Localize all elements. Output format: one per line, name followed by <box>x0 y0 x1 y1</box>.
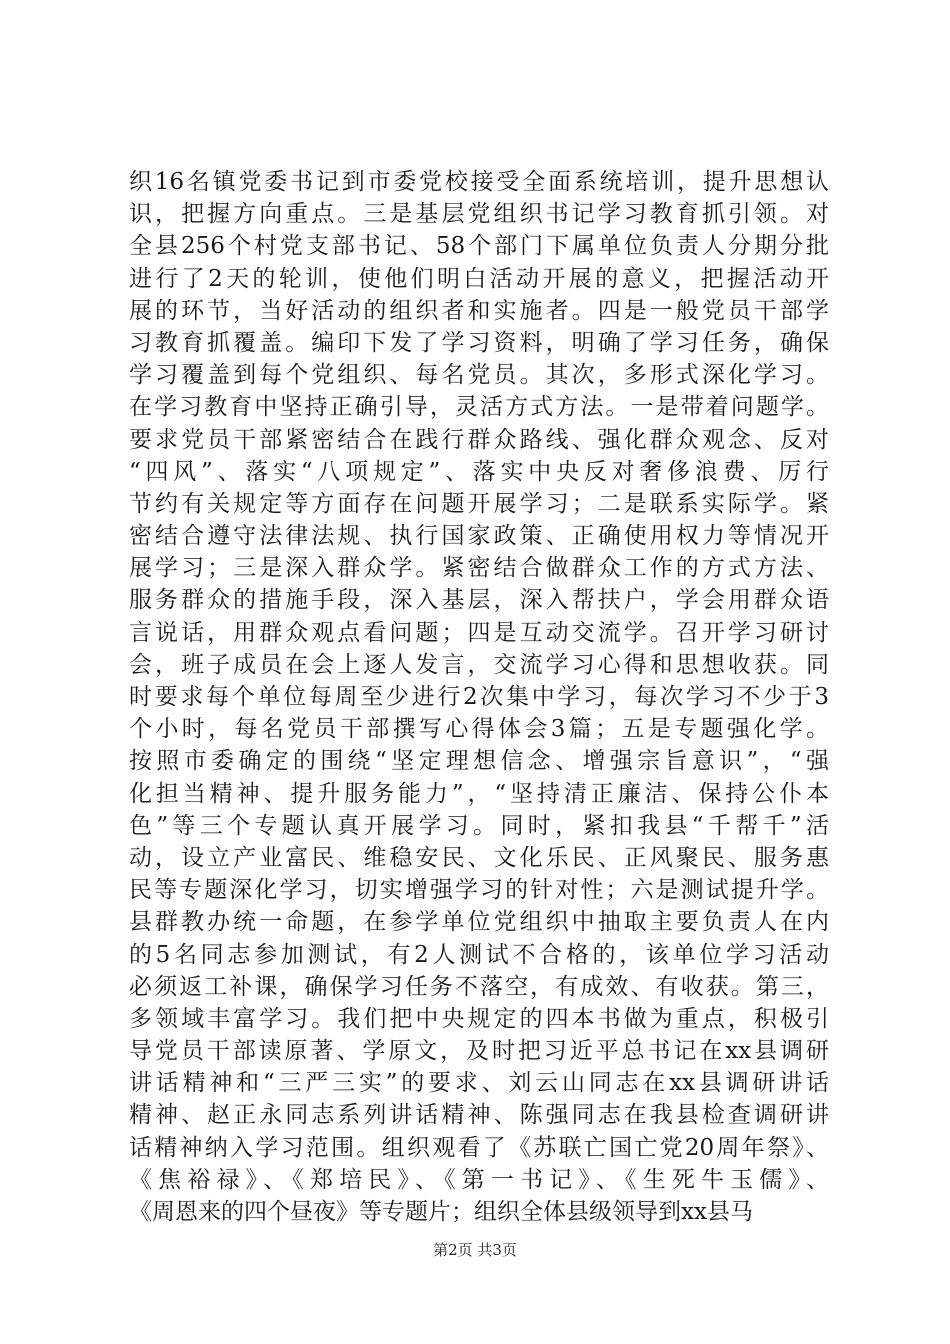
text-line: 识，把握方向重点。三是基层党组织书记学习教育抓引领。对 <box>129 201 829 228</box>
text-line: 多领域丰富学习。我们把中央规定的四本书做为重点，积极引 <box>129 1005 829 1032</box>
text-line: 时要求每个单位每周至少进行2次集中学习，每次学习不少于3 <box>129 684 829 710</box>
text-line: 密结合遵守法律法规、执行国家政策、正确使用权力等情况开 <box>129 523 829 550</box>
text-line: 话精神纳入学习范围。组织观看了《苏联亡国亡党20周年祭》、 <box>129 1134 829 1161</box>
body-text <box>129 166 829 1228</box>
text-line: 色”等三个专题认真开展学习。同时，紧扣我县“千帮千”活 <box>129 812 829 839</box>
text-line: 在学习教育中坚持正确引导，灵活方式方法。一是带着问题学。 <box>129 394 829 421</box>
text-line: 习教育抓覆盖。编印下发了学习资料，明确了学习任务，确保 <box>129 329 829 356</box>
text-line: 个小时，每名党员干部撰写心得体会3篇；五是专题强化学。 <box>129 716 829 743</box>
text-line: 织16名镇党委书记到市委党校接受全面系统培训，提升思想认 <box>129 169 829 195</box>
text-line: 进行了2天的轮训，使他们明白活动开展的意义，把握活动开 <box>129 265 829 292</box>
text-line: 动，设立产业富民、维稳安民、文化乐民、正风聚民、服务惠 <box>129 844 829 871</box>
text-line: 展的环节，当好活动的组织者和实施者。四是一般党员干部学 <box>129 297 829 324</box>
text-line: 服务群众的措施手段，深入基层，深入帮扶户，学会用群众语 <box>129 587 829 614</box>
text-line: 要求党员干部紧密结合在践行群众路线、强化群众观念、反对 <box>129 426 829 453</box>
text-line: 必须返工补课，确保学习任务不落空，有成效、有收获。第三， <box>129 973 829 1000</box>
text-line: 民等专题深化学习，切实增强学习的针对性；六是测试提升学。 <box>129 877 829 904</box>
text-line: 节约有关规定等方面存在问题开展学习；二是联系实际学。紧 <box>129 490 829 517</box>
text-line: 导党员干部读原著、学原文，及时把习近平总书记在xx县调研 <box>129 1038 829 1065</box>
text-line: 全县256个村党支部书记、58个部门下属单位负责人分期分批 <box>129 233 829 260</box>
text-line: “四风”、落实“八项规定”、落实中央反对奢侈浪费、厉行 <box>129 458 829 485</box>
text-line: 展学习；三是深入群众学。紧密结合做群众工作的方式方法、 <box>129 555 829 582</box>
text-line: 会，班子成员在会上逐人发言，交流学习心得和思想收获。同 <box>129 651 829 678</box>
text-line: 精神、赵正永同志系列讲话精神、陈强同志在我县检查调研讲 <box>129 1102 829 1129</box>
text-line: 讲话精神和“三严三实”的要求、刘云山同志在xx县调研讲话 <box>129 1070 829 1097</box>
text-line: 《焦裕禄》、《郑培民》、《第一书记》、《生死牛玉儒》、 <box>129 1166 829 1193</box>
text-line: 言说话，用群众观点看问题；四是互动交流学。召开学习研讨 <box>129 619 829 646</box>
page-footer: 第2页 共3页 <box>433 1241 517 1259</box>
text-line: 县群教办统一命题，在参学单位党组织中抽取主要负责人在内 <box>129 909 829 936</box>
text-line: 学习覆盖到每个党组织、每名党员。其次，多形式深化学习。 <box>129 362 829 389</box>
text-line: 的5名同志参加测试，有2人测试不合格的，该单位学习活动 <box>129 941 829 968</box>
text-line: 《周恩来的四个昼夜》等专题片；组织全体县级领导到xx县马 <box>129 1199 753 1225</box>
text-line: 化担当精神、提升服务能力”，“坚持清正廉洁、保持公仆本 <box>129 780 829 807</box>
text-line: 按照市委确定的围绕“坚定理想信念、增强宗旨意识”，“强 <box>129 748 829 775</box>
